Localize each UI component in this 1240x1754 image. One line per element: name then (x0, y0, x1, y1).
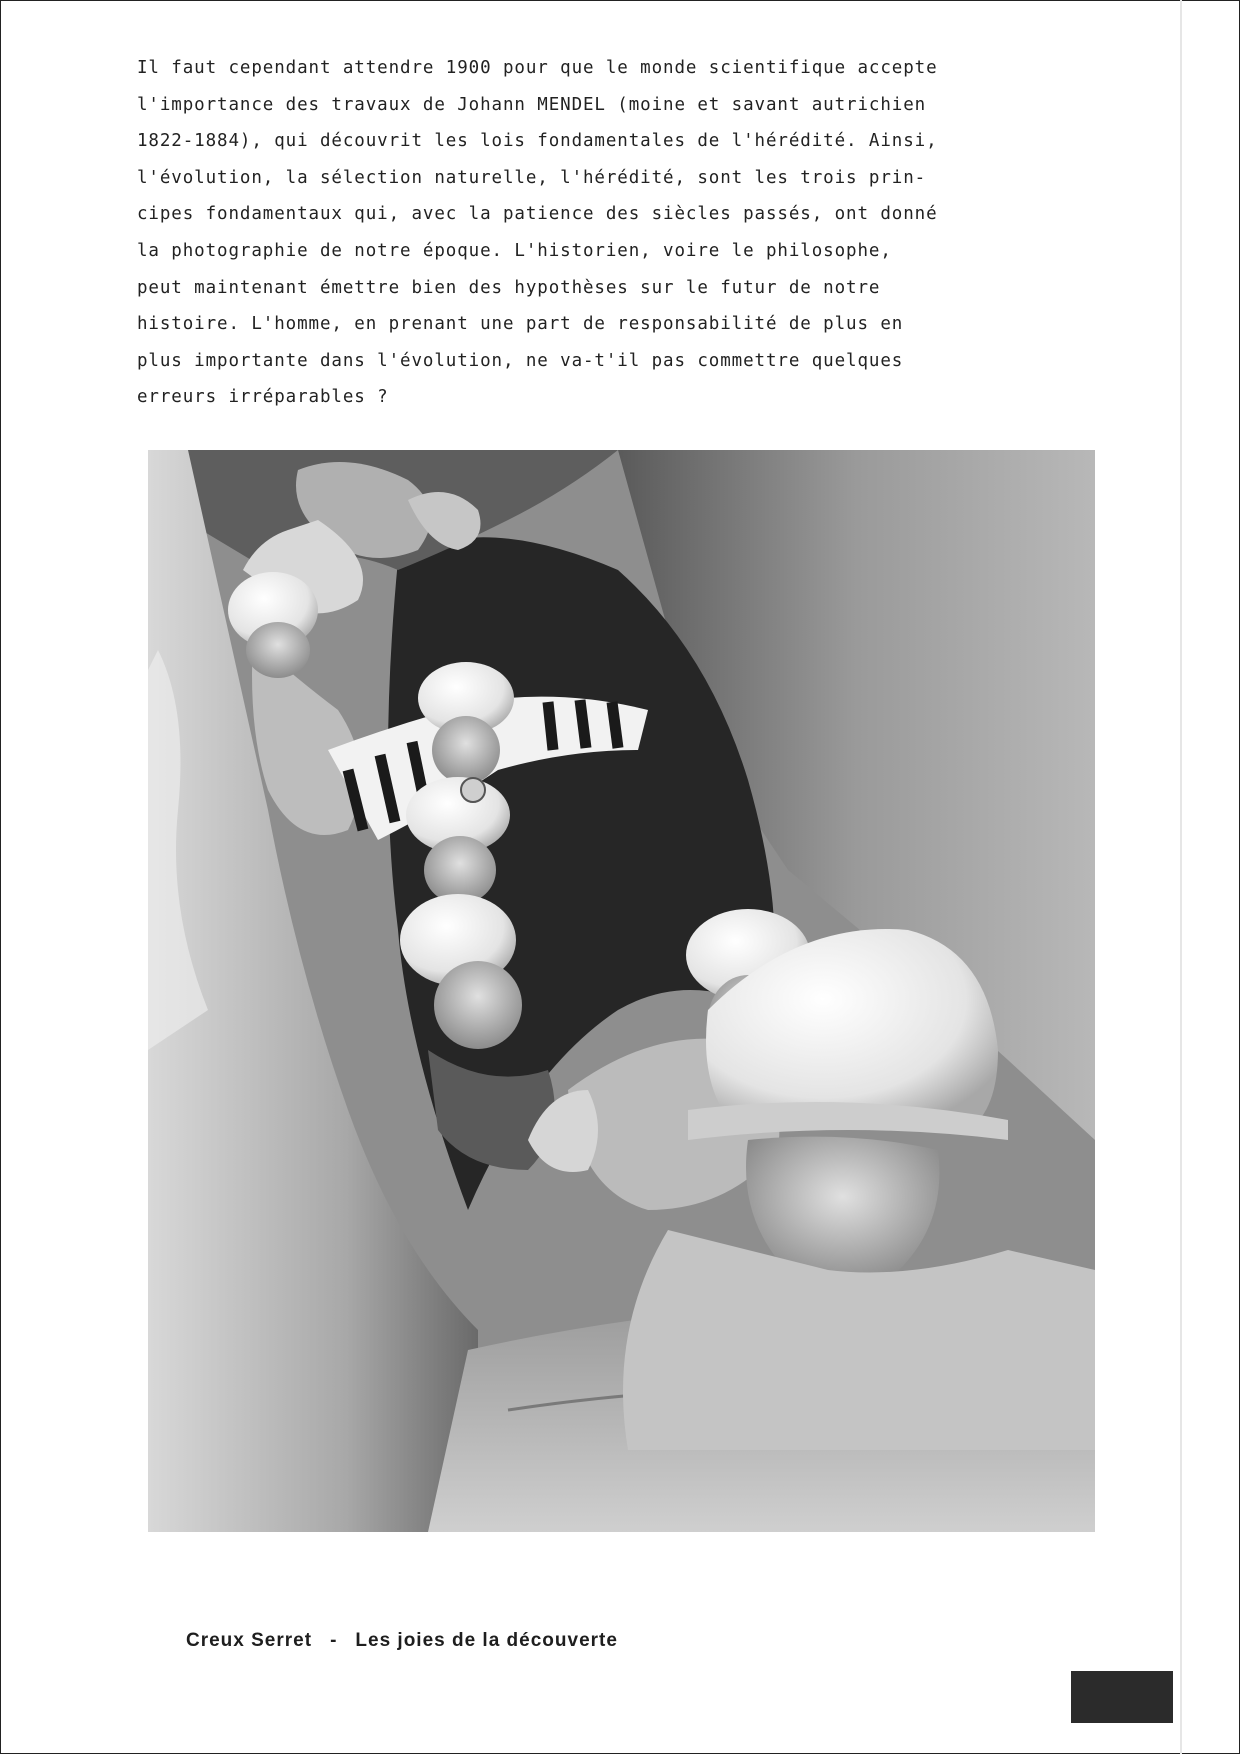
caption-place: Creux Serret (186, 1630, 313, 1651)
text-line: plus importante dans l'évolution, ne va-t'il pas commettre quelques (137, 350, 904, 371)
text-line: la photographie de notre époque. L'historien, voire le philosophe, (137, 240, 892, 261)
text-line: cipes fondamentaux qui, avec la patience des siècles passés, ont donné (137, 204, 938, 225)
text-line: l'évolution, la sélection naturelle, l'hérédité, sont les trois prin- (137, 167, 927, 188)
page-number-block (1071, 1671, 1173, 1723)
text-line: Il faut cependant attendre 1900 pour que le monde scientifique accepte (137, 58, 938, 78)
caption-separator: - (330, 1630, 338, 1651)
photo-caption (186, 1630, 618, 1652)
scan-edge-shadow (1180, 0, 1182, 1754)
text-line: peut maintenant émettre bien des hypothèses sur le futur de notre (137, 277, 881, 298)
text-line: l'importance des travaux de Johann MENDEL (moine et savant autrichien (137, 94, 927, 115)
body-paragraph (137, 50, 1077, 416)
text-line: histoire. L'homme, en prenant une part de responsabilité de plus en (137, 314, 904, 335)
cave-exploration-photo (148, 450, 1095, 1532)
caption-description: Les joies de la découverte (355, 1630, 618, 1651)
text-line: 1822-1884), qui découvrit les lois fondamentales de l'hérédité. Ainsi, (137, 131, 938, 152)
text-line: erreurs irréparables ? (137, 387, 389, 408)
